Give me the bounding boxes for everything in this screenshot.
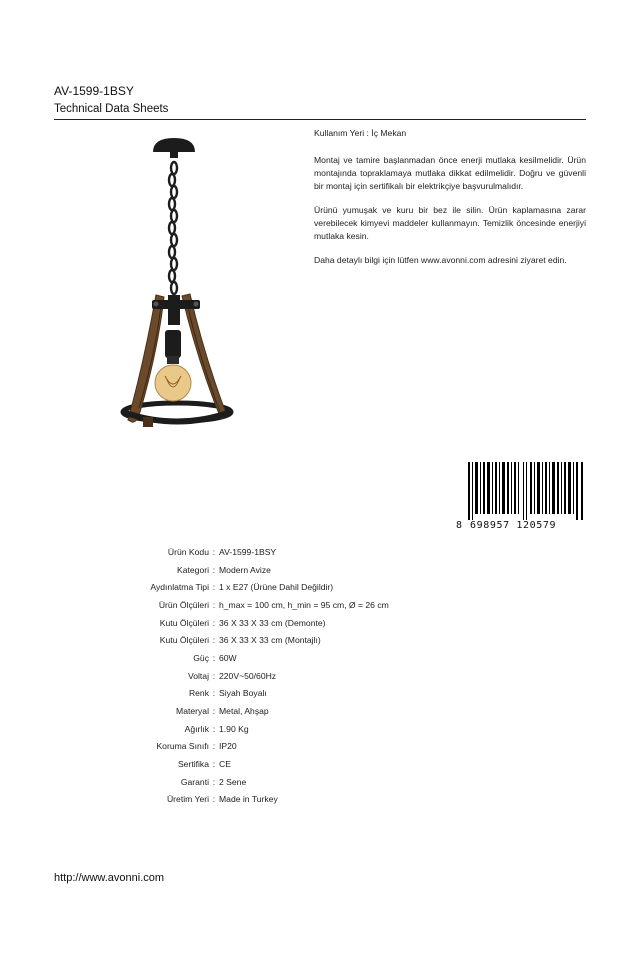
spec-value: CE [219,759,231,770]
spec-row-lighting-type [54,578,454,596]
spec-row-product-dimensions [54,596,454,614]
spec-value: Metal, Ahşap [219,706,269,717]
spec-separator: : [212,759,216,770]
spec-row-protection-class [54,738,454,756]
spec-label: Kategori [176,564,209,575]
spec-separator: : [212,776,216,787]
product-info-text [314,127,586,278]
spec-row-box-dimensions-assembled [54,631,454,649]
usage-location: Kullanım Yeri : İç Mekan [314,128,407,138]
spec-label: Ağırlık [184,723,209,734]
spec-row-certificate [54,755,454,773]
barcode-digits: 698957 120579 [470,520,557,531]
cleaning-paragraph: Ürünü yumuşak ve kuru bir bez ile silin. Ürün kaplamasına zarar verebilecek kimyevi maddeler kullanmayın. Temizlik öncesinde enerjiyi mutlaka kesin. [314,205,586,241]
spec-label: Garanti [180,776,209,787]
spec-label: Üretim Yeri [166,794,209,805]
spec-separator: : [212,599,216,610]
spec-separator: : [212,794,216,805]
spec-separator: : [212,706,216,717]
spec-label: Sertifika [177,759,209,770]
spec-separator: : [212,688,216,699]
spec-value: Siyah Boyalı [219,688,267,699]
spec-value: Modern Avize [219,564,271,575]
spec-row-category [54,561,454,579]
spec-row-voltage [54,667,454,685]
spec-label: Ürün Ölçüleri [158,599,209,610]
spec-row-weight [54,720,454,738]
spec-value: AV-1599-1BSY [219,546,277,557]
spec-label: Aydınlatma Tipi [150,582,209,593]
spec-table [54,543,454,808]
spec-separator: : [212,564,216,575]
spec-separator: : [212,635,216,646]
document-subtitle: Technical Data Sheets [54,103,169,115]
spec-row-material [54,702,454,720]
spec-separator: : [212,582,216,593]
spec-row-product-code [54,543,454,561]
barcode-bars [468,462,584,520]
spec-separator: : [212,723,216,734]
spec-label: Ürün Kodu [167,546,209,557]
product-code-title: AV-1599-1BSY [54,84,134,98]
spec-value: Made in Turkey [219,794,278,805]
website-paragraph: Daha detaylı bilgi için lütfen www.avonni.com adresini ziyaret edin. [314,255,567,265]
spec-row-power [54,649,454,667]
barcode-lead-digit: 8 [456,520,463,531]
spec-separator: : [212,617,216,628]
spec-value: 220V~50/60Hz [219,670,277,681]
spec-value: IP20 [219,741,237,752]
spec-label: Güç [193,652,209,663]
spec-label: Kutu Ölçüleri [159,617,209,628]
spec-value: 1 x E27 (Ürüne Dahil Değildir) [219,582,334,593]
spec-separator: : [212,670,216,681]
pendant-lamp-image [110,130,250,450]
spec-value: 36 X 33 X 33 cm (Demonte) [219,617,326,628]
spec-value: 60W [219,652,237,663]
spec-label: Koruma Sınıfı [156,741,209,752]
spec-value: h_max = 100 cm, h_min = 95 cm, Ø = 26 cm [219,599,389,610]
spec-value: 36 X 33 X 33 cm (Montajlı) [219,635,321,646]
barcode [456,460,586,532]
spec-separator: : [212,741,216,752]
header-divider [54,119,586,120]
spec-row-origin [54,791,454,809]
spec-separator: : [212,546,216,557]
spec-label: Kutu Ölçüleri [159,635,209,646]
spec-value: 1.90 Kg [219,723,249,734]
spec-label: Renk [188,688,209,699]
footer-website-link[interactable]: http://www.avonni.com [54,872,165,884]
spec-row-color [54,685,454,703]
spec-label: Materyal [176,706,209,717]
spec-value: 2 Sene [219,776,247,787]
safety-paragraph: Montaj ve tamire başlanmadan önce enerji mutlaka kesilmelidir. Ürün montajında topraklamaya mutlaka dikkat edilmelidir. Doğru ve güvenli bir montaj için sertifikalı bir elektrikçiye başvurulmalıdır. [314,155,586,191]
spec-separator: : [212,652,216,663]
spec-label: Voltaj [187,670,209,681]
spec-row-box-dimensions-disassembled [54,614,454,632]
spec-row-warranty [54,773,454,791]
